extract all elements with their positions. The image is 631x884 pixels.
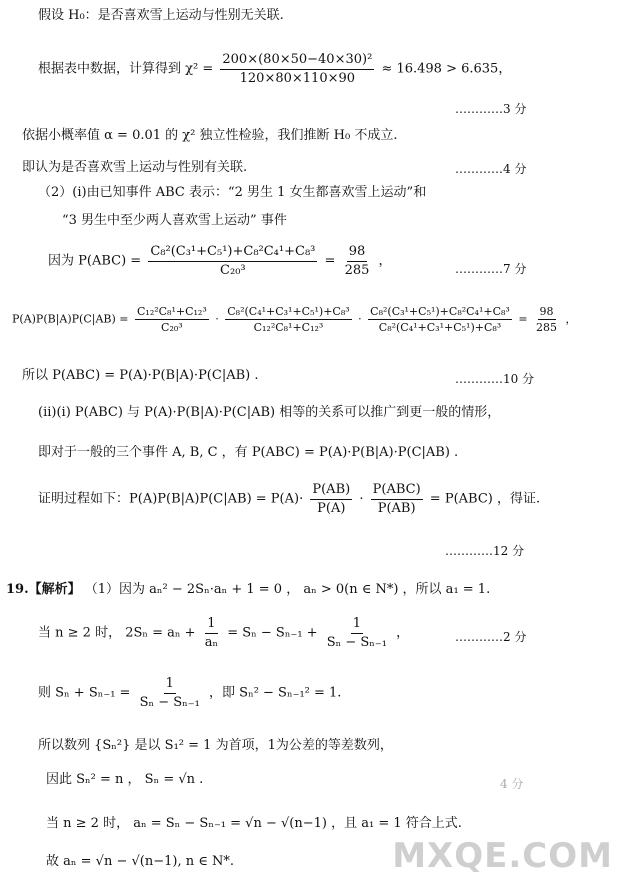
f2-denominator: C₁₂²C₈¹+C₁₂³ (253, 321, 324, 335)
score-7: …………7 分 (455, 262, 527, 276)
proof-dot: · (359, 491, 364, 507)
pabc-numerator: C₈²(C₃¹+C₅¹)+C₈²C₄¹+C₈³ (148, 244, 317, 262)
pf2-numerator: P(ABC) (371, 482, 423, 500)
proof-fraction-1 (310, 482, 352, 516)
then-fraction (138, 676, 202, 710)
q19-text: （1）因为 aₙ² − 2Sₙ·aₙ + 1 = 0 ， aₙ > 0(n ∈ N*) ，所以 a₁ = 1. (84, 582, 491, 597)
dot-1: · (215, 312, 219, 326)
an-formula: 当 n ≥ 2 时， aₙ = Sₙ − Sₙ₋₁ = √n − √(n−1) ，且 a₁ = 1 符合上式. (46, 816, 462, 831)
pabc-value-num: 98 (347, 244, 368, 262)
watermark-logo: MXQE.COM (392, 836, 613, 876)
n2-f1-numerator: 1 (205, 616, 217, 634)
ii-generalize: (ii)(i) P(ABC) 与 P(A)·P(B|A)·P(C|AB) 相等的关系可以推广到更一般的情形， (38, 405, 501, 420)
product-value (534, 305, 559, 334)
n2-f2-denominator: Sₙ − Sₙ₋₁ (326, 634, 387, 650)
n2-middle: = Sₙ − Sₙ₋₁ + (227, 625, 318, 641)
then-tail: ，即 Sₙ² − Sₙ₋₁² = 1. (209, 685, 342, 701)
proof-tail: = P(ABC) ，得证. (429, 491, 541, 507)
n2-prefix: 当 n ≥ 2 时， 2Sₙ = aₙ + (38, 625, 196, 641)
pabc-fraction (148, 244, 317, 278)
pf1-numerator: P(AB) (310, 482, 352, 500)
q19-line (6, 582, 490, 598)
pabc-comma: ， (378, 253, 392, 269)
so-equal: 所以 P(ABC) = P(A)·P(B|A)·P(C|AB) . (22, 368, 259, 383)
n2-comma: ， (396, 625, 410, 641)
q2-line-1: （2）(i)由已知事件 ABC 表示：“2 男生 1 女生都喜欢雪上运动”和 (38, 185, 427, 200)
proof (38, 482, 540, 516)
pabc-equals: = (324, 253, 336, 269)
score-4: …………4 分 (455, 162, 527, 176)
product-fraction-2 (225, 305, 351, 334)
f3-numerator: C₈²(C₃¹+C₅¹)+C₈²C₄¹+C₈³ (368, 305, 512, 320)
product-value-den: 285 (536, 321, 558, 335)
hence-sn: 因此 Sₙ² = n ， Sₙ = √n . (46, 772, 204, 787)
product-formula (12, 305, 577, 334)
chi-square-calc (38, 52, 511, 86)
pabc-prefix: 因为 P(ABC) = (48, 253, 142, 269)
conclusion-related: 即认为是否喜欢雪上运动与性别有关联. (22, 160, 248, 175)
then-prefix: 则 Sₙ + Sₙ₋₁ = (38, 685, 131, 701)
general-case: 即对于一般的三个事件 A, B, C ，有 P(ABC) = P(A)·P(B|A)·P(C|AB) . (38, 445, 459, 460)
product-equals: = (518, 312, 528, 326)
then-denominator: Sₙ − Sₙ₋₁ (139, 694, 200, 710)
n2-fraction-1 (203, 616, 220, 650)
chi-fraction (220, 52, 374, 86)
q2-line-2: “3 男生中至少两人喜欢雪上运动” 事件 (62, 213, 287, 228)
f1-denominator: C₂₀³ (161, 321, 183, 335)
proof-prefix: 证明过程如下：P(A)P(B|A)P(C|AB) = P(A)· (38, 491, 304, 507)
score-3: …………3 分 (455, 102, 527, 116)
h0-hypothesis: 假设 H₀：是否喜欢雪上运动与性别无关联. (38, 8, 284, 23)
n2-fraction-2 (325, 616, 389, 650)
f3-denominator: C₈²(C₄¹+C₃¹+C₅¹)+C₈³ (378, 321, 502, 335)
score-12: …………12 分 (445, 544, 525, 558)
f1-numerator: C₁₂²C₈¹+C₁₂³ (135, 305, 209, 320)
chi-result: ≈ 16.498 > 6.635， (381, 61, 512, 77)
pabc-value-den: 285 (344, 262, 370, 278)
product-prefix: P(A)P(B|A)P(C|AB) = (12, 312, 129, 326)
chi-numerator: 200×(80×50−40×30)² (220, 52, 374, 70)
reject-h0: 依据小概率值 α = 0.01 的 χ² 独立性检验，我们推断 H₀ 不成立. (22, 128, 398, 143)
chi-denominator: 120×80×110×90 (239, 70, 356, 86)
proof-fraction-2 (371, 482, 423, 516)
final-answer: 故 aₙ = √n − √(n−1), n ∈ N*. (46, 854, 234, 869)
pf2-denominator: P(AB) (377, 500, 416, 516)
then-step (38, 676, 341, 710)
product-value-num: 98 (538, 305, 556, 320)
score-2: …………2 分 (455, 630, 527, 644)
pabc-value (343, 244, 372, 278)
sequence-statement: 所以数列 {Sₙ²} 是以 S₁² = 1 为首项，1为公差的等差数列， (38, 738, 393, 753)
n2-f2-numerator: 1 (351, 616, 363, 634)
then-numerator: 1 (164, 676, 176, 694)
product-fraction-1 (135, 305, 209, 334)
product-comma: ， (565, 312, 577, 326)
pabc-formula (48, 244, 392, 278)
dot-2: · (358, 312, 362, 326)
n-ge-2-step (38, 616, 409, 650)
q19-label: 19.【解析】 (6, 582, 81, 597)
chi-prefix: 根据表中数据，计算得到 χ² = (38, 61, 214, 77)
f2-numerator: C₈²(C₄¹+C₃¹+C₅¹)+C₈³ (225, 305, 351, 320)
pabc-denominator: C₂₀³ (220, 262, 246, 278)
score-10: …………10 分 (455, 372, 535, 386)
product-fraction-3 (368, 305, 512, 334)
score-4-cut: 4 分 (500, 777, 524, 791)
pf1-denominator: P(A) (317, 500, 346, 516)
n2-f1-denominator: aₙ (204, 634, 219, 650)
